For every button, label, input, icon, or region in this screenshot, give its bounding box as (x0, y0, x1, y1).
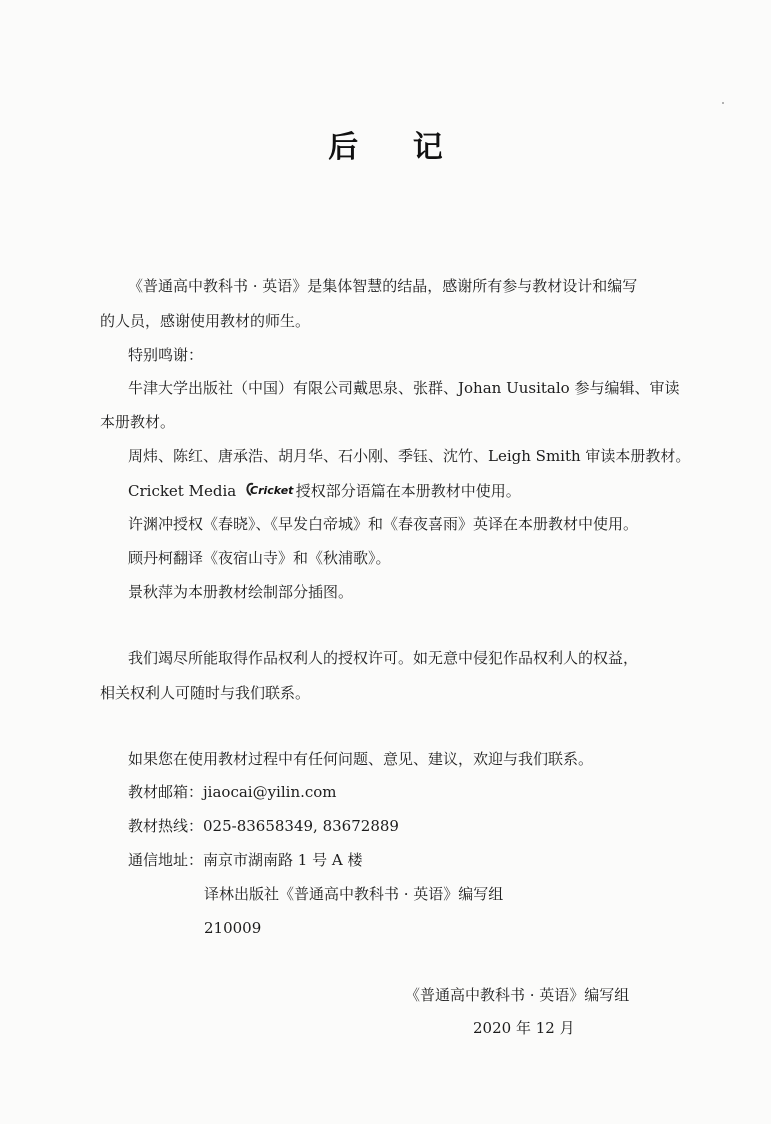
hotline-numbers: 025-83658349, 83672889 (203, 817, 399, 835)
thanks-xu: 许渊冲授权《春晓》、《早发白帝城》和《春夜喜雨》英译在本册教材中使用。 (128, 515, 639, 533)
cricket-prefix: Cricket Media (128, 482, 237, 500)
signature-group: 《普通高中教科书 · 英语》编写组 (405, 986, 630, 1004)
email-address: jiaocai@yilin.com (203, 783, 337, 801)
address-line-2: 译林出版社《普通高中教科书 · 英语》编写组 (204, 885, 504, 903)
signature-date: 2020 年 12 月 (473, 1019, 575, 1037)
contact-address (128, 850, 362, 870)
hotline-label: 教材热线： (128, 817, 204, 835)
thanks-gu: 顾丹柯翻译《夜宿山寺》和《秋浦歌》。 (128, 549, 391, 567)
contact-hotline (128, 816, 399, 836)
contact-email (128, 782, 337, 802)
cricket-logo-text: Cricket (249, 484, 294, 497)
email-label: 教材邮箱： (128, 783, 204, 801)
thanks-reviewers: 周炜、陈红、唐承浩、胡月华、石小刚、季钰、沈竹、Leigh Smith 审读本册教材。 (128, 447, 691, 465)
thanks-jing: 景秋萍为本册教材绘制部分插图。 (128, 583, 354, 601)
permission-line-2: 相关权利人可随时与我们联系。 (100, 684, 311, 702)
scan-speck (722, 102, 724, 104)
cricket-logo (244, 480, 294, 500)
page-title: 后 记 (328, 130, 465, 165)
intro-line-2: 的人员，感谢使用教材的师生。 (100, 312, 311, 330)
intro-line-1: 《普通高中教科书 · 英语》是集体智慧的结晶，感谢所有参与教材设计和编写 (128, 277, 638, 295)
thanks-heading: 特别鸣谢： (128, 346, 204, 364)
contact-intro: 如果您在使用教材过程中有任何问题、意见、建议，欢迎与我们联系。 (128, 750, 594, 768)
thanks-oup-line-2: 本册教材。 (100, 413, 176, 431)
thanks-cricket (128, 481, 521, 501)
permission-line-1: 我们竭尽所能取得作品权利人的授权许可。如无意中侵犯作品权利人的权益， (128, 649, 639, 667)
postcode: 210009 (204, 919, 262, 937)
address-label: 通信地址： (128, 851, 204, 869)
cricket-suffix: 授权部分语篇在本册教材中使用。 (295, 482, 521, 500)
address-line-1: 南京市湖南路 1 号 A 楼 (203, 851, 363, 869)
thanks-oup-line-1: 牛津大学出版社（中国）有限公司戴思泉、张群、Johan Uusitalo 参与编辑、审读 (128, 379, 680, 397)
